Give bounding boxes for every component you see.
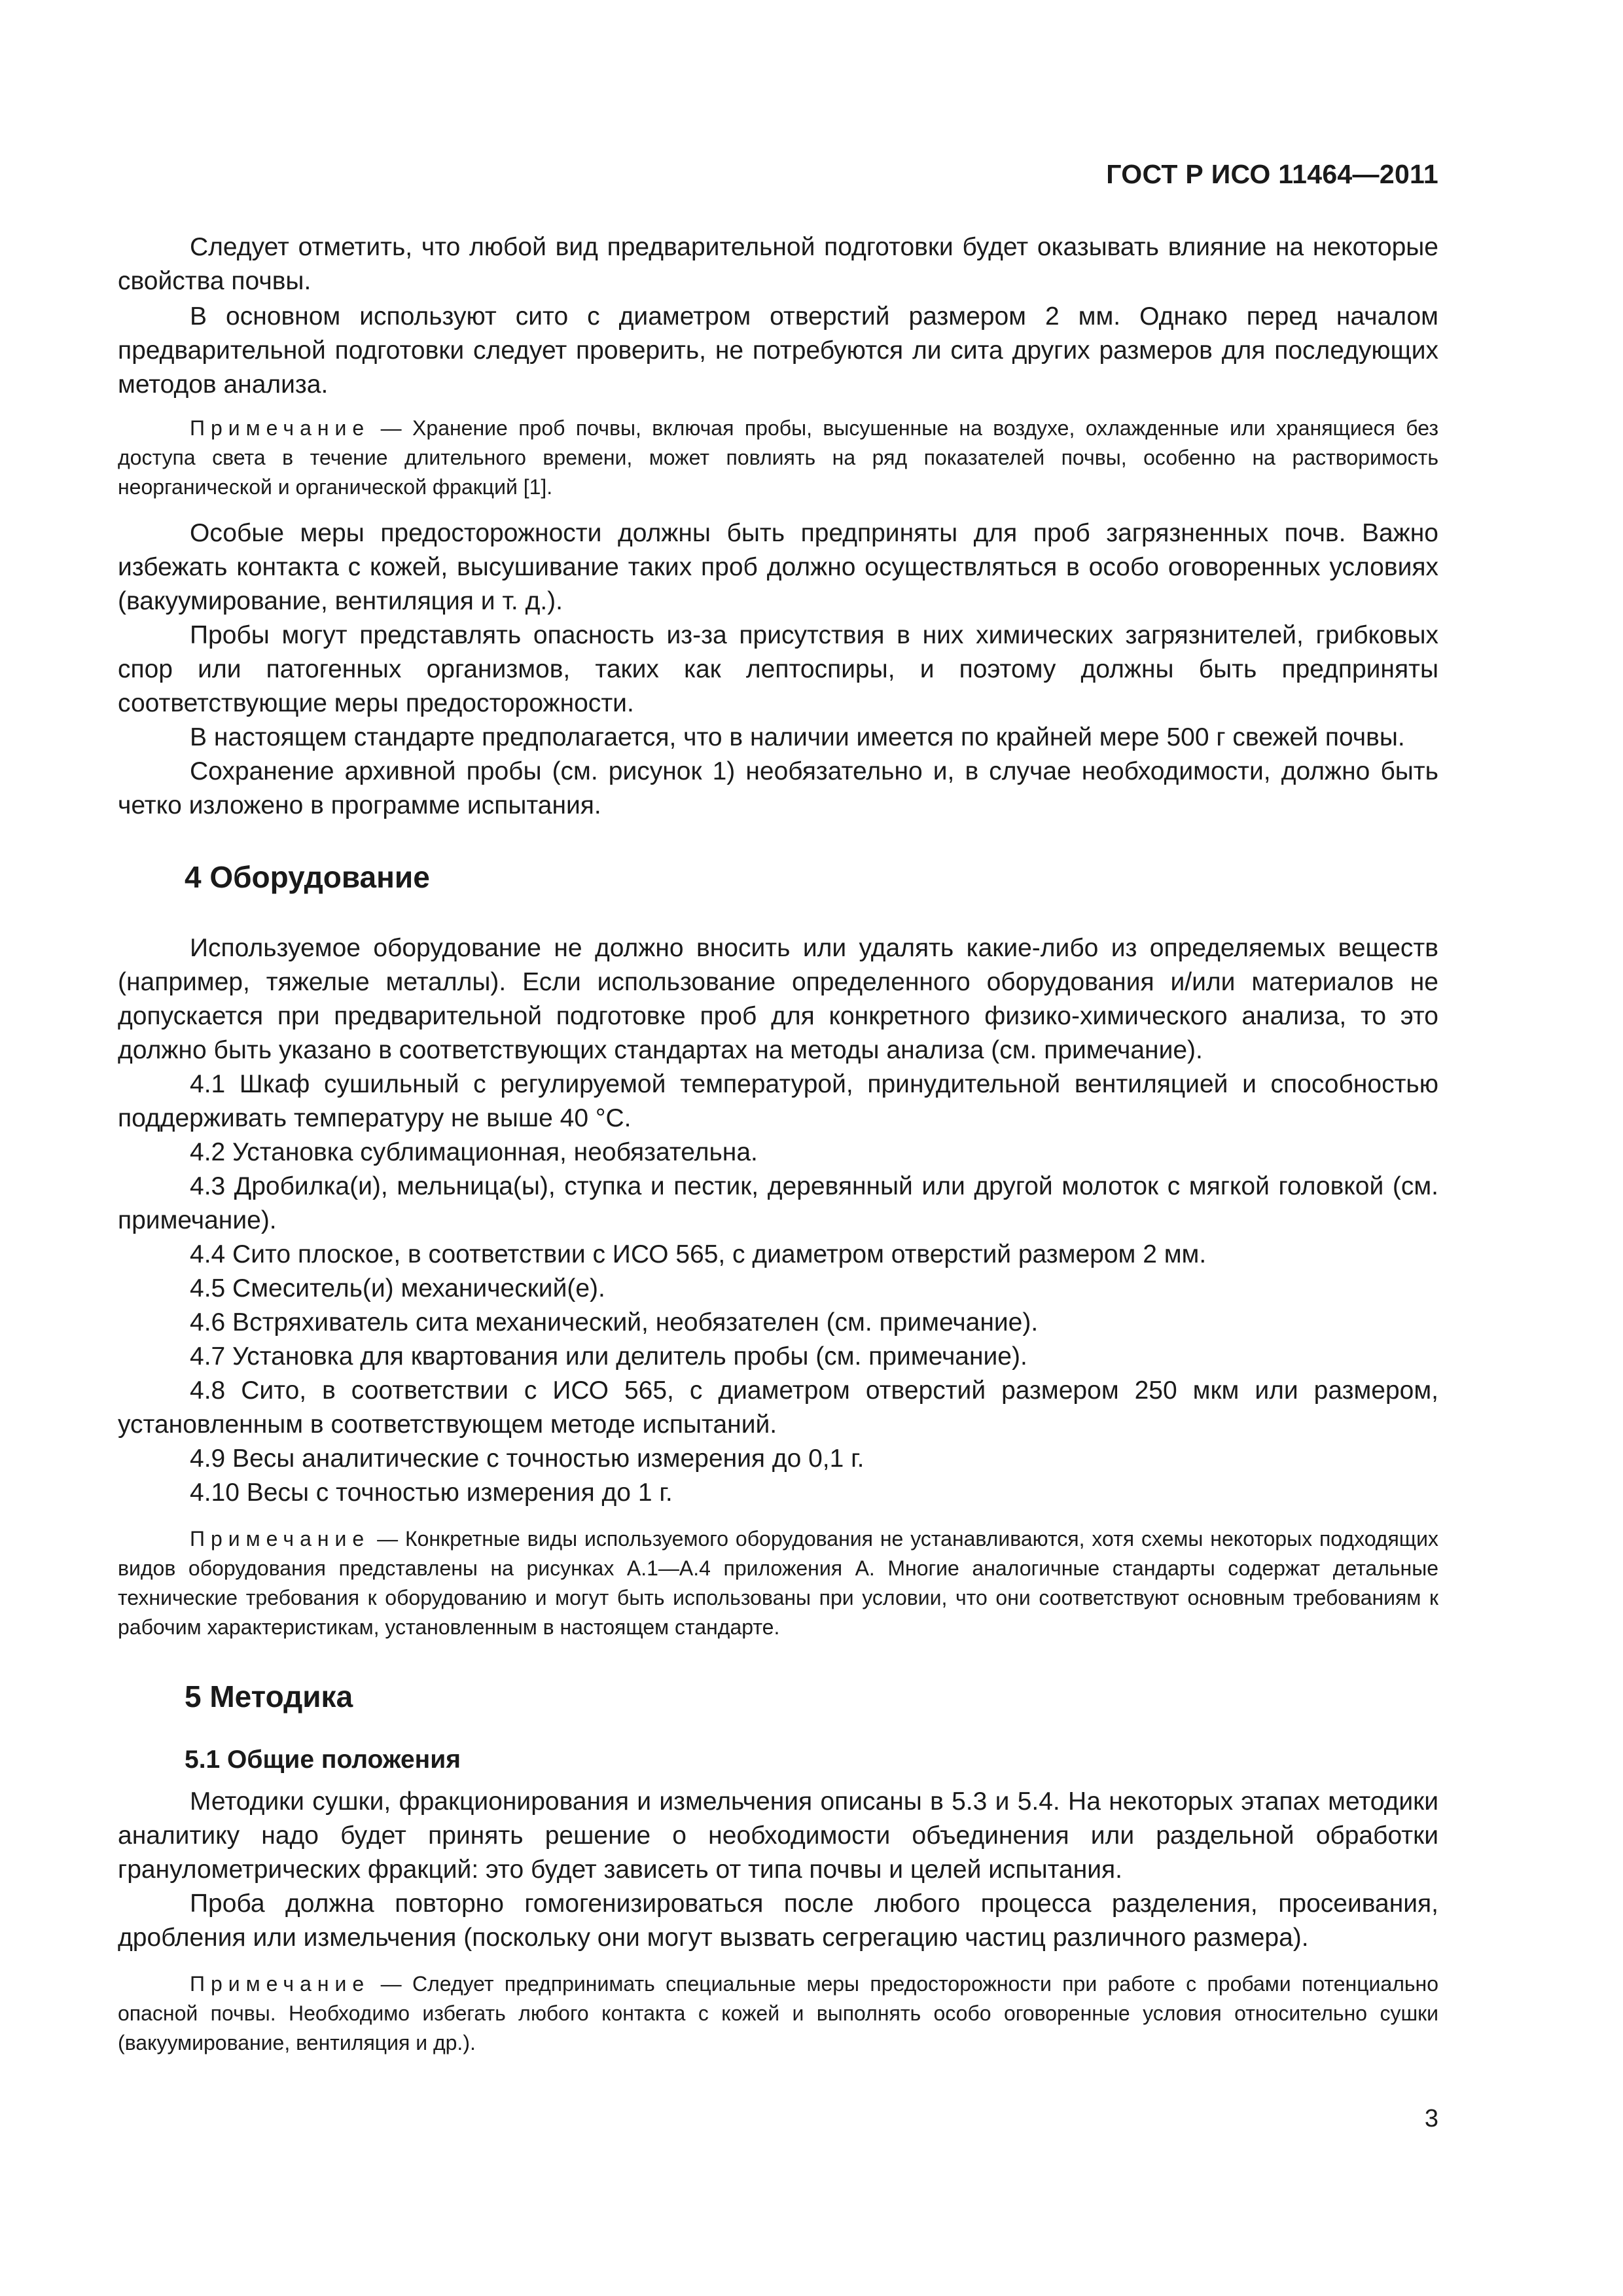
subsection-heading: 5.1 Общие положения	[185, 1746, 461, 1774]
paragraph: Пробы могут представлять опасность из-за присутствия в них химических загрязнителей, грибковых спор или патогенных организмов, таких как лептоспиры, и поэтому должны быть предприняты соответствующие меры предосторожности.	[118, 621, 1438, 717]
list-item: 4.7 Установка для квартования или делитель пробы (см. примечание).	[190, 1342, 1027, 1371]
list-item: 4.5 Смеситель(и) механический(е).	[190, 1274, 605, 1302]
note	[118, 414, 1438, 502]
list-item: 4.9 Весы аналитические с точностью измерения до 0,1 г.	[190, 1444, 865, 1473]
list-item: 4.8 Сито, в соответствии с ИСО 565, с диаметром отверстий размером 250 мкм или размером, установленным в соответствующем методе испытаний.	[118, 1376, 1438, 1439]
paragraph: Используемое оборудование не должно вносить или удалять какие-либо из определяемых веществ (например, тяжелые металлы). Если использование определенного оборудования и/или материалов не допускается при предварительной подготовке проб для конкретного физико-химического анализа, то это должно быть указано в соответствующих стандартах на методы анализа (см. примечание).	[118, 934, 1438, 1064]
note-text: — Хранение проб почвы, включая пробы, высушенные на воздухе, охлажденные или хранящиеся без доступа света в течение длительного времени, может повлиять на ряд показателей почвы, особенно на растворимость неорганической и органической фракций [1].	[118, 416, 1438, 499]
list-item: 4.4 Сито плоское, в соответствии с ИСО 565, с диаметром отверстий размером 2 мм.	[190, 1240, 1207, 1268]
paragraph: Особые меры предосторожности должны быть предприняты для проб загрязненных почв. Важно избежать контакта с кожей, высушивание таких проб должно осуществляться в особо оговоренных условиях (вакуумирование, вентиляция и т. д.).	[118, 519, 1438, 615]
list-item: 4.10 Весы с точностью измерения до 1 г.	[190, 1479, 673, 1507]
note	[118, 1524, 1438, 1642]
paragraph: Методики сушки, фракционирования и измельчения описаны в 5.3 и 5.4. На некоторых этапах методики аналитику надо будет принять решение о необходимости объединения или раздельной обработки гранулометрических фракций: это будет зависеть от типа почвы и целей испытания.	[118, 1787, 1438, 1884]
paragraph: В основном используют сито с диаметром отверстий размером 2 мм. Однако перед началом предварительной подготовки следует проверить, не потребуются ли сита других размеров для последующих методов анализа.	[118, 302, 1438, 399]
list-item: 4.1 Шкаф сушильный с регулируемой температурой, принудительной вентиляцией и способностью поддерживать температуру не выше 40 °С.	[118, 1070, 1438, 1132]
note-label: Примечание	[190, 416, 370, 440]
section-heading: 5 Методика	[185, 1679, 353, 1713]
document-body	[118, 230, 1438, 2058]
paragraph: Сохранение архивной пробы (см. рисунок 1) необязательно и, в случае необходимости, должно быть четко изложено в программе испытания.	[118, 757, 1438, 819]
section-heading: 4 Оборудование	[185, 860, 430, 894]
note-text: — Следует предпринимать специальные меры предосторожности при работе с пробами потенциально опасной почвы. Необходимо избегать любого контакта с кожей и выполнять особо оговоренные условия относительно сушки (вакуумирование, вентиляция и др.).	[118, 1972, 1438, 2054]
paragraph: Проба должна повторно гомогенизироваться после любого процесса разделения, просеивания, дробления или измельчения (поскольку они могут вызвать сегрегацию частиц различного размера).	[118, 1890, 1438, 1952]
list-item: 4.6 Встряхиватель сита механический, необязателен (см. примечание).	[190, 1308, 1039, 1336]
page-number: 3	[1424, 2105, 1438, 2132]
note-text: — Конкретные виды используемого оборудования не устанавливаются, хотя схемы некоторых подходящих видов оборудования представлены на рисунках А.1—А.4 приложения А. Многие аналогичные стандарты содержат детальные технические требования к оборудованию и могут быть использованы при условии, что они соответствуют основным требованиям к рабочим характеристикам, установленным в настоящем стандарте.	[118, 1527, 1438, 1639]
note-label: Примечание	[190, 1527, 370, 1551]
paragraph: В настоящем стандарте предполагается, что в наличии имеется по крайней мере 500 г свежей почвы.	[190, 723, 1405, 751]
paragraph: Следует отметить, что любой вид предварительной подготовки будет оказывать влияние на некоторые свойства почвы.	[118, 233, 1438, 295]
note	[118, 1969, 1438, 2058]
note-label: Примечание	[190, 1972, 370, 1996]
list-item: 4.2 Установка сублимационная, необязательна.	[190, 1138, 758, 1166]
document-header: ГОСТ Р ИСО 11464—2011	[1106, 159, 1438, 189]
list-item: 4.3 Дробилка(и), мельница(ы), ступка и пестик, деревянный или другой молоток с мягкой головкой (см. примечание).	[118, 1172, 1438, 1234]
